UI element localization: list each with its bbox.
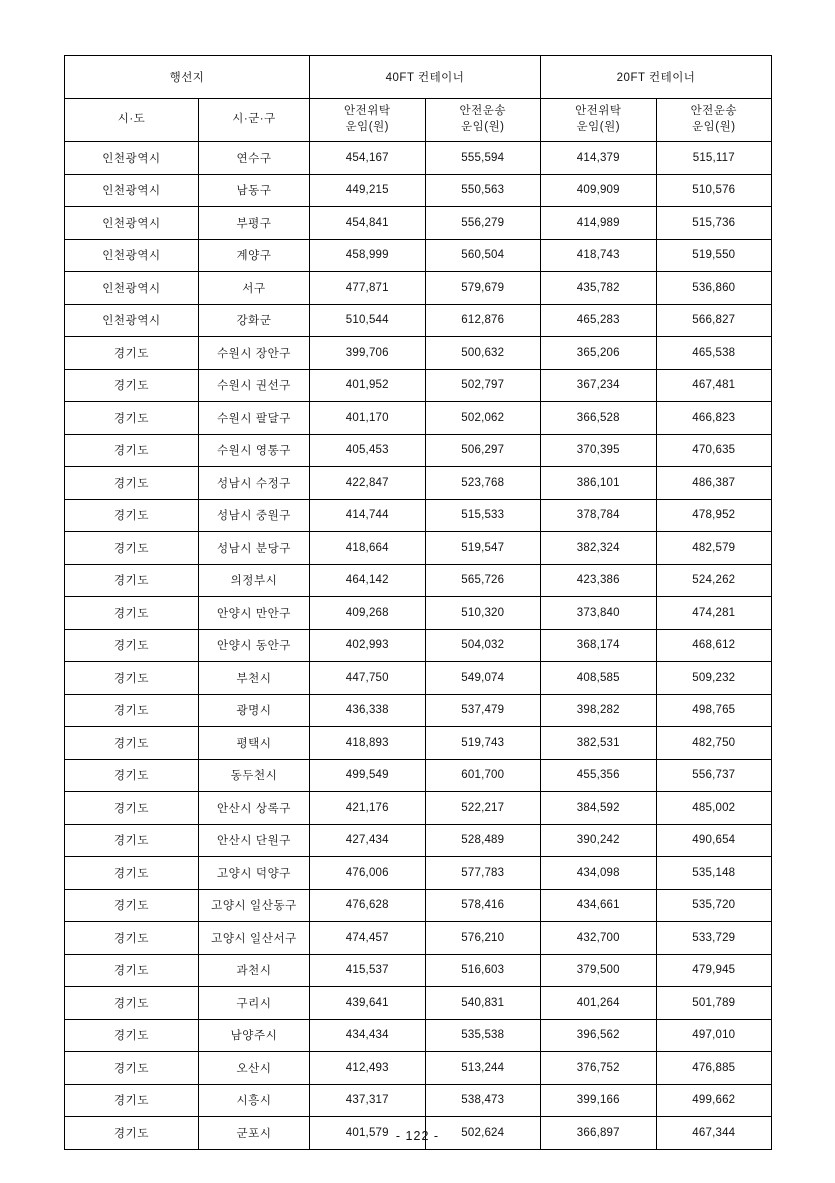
cell-safe-transport-40ft: 538,473 xyxy=(425,1084,541,1117)
cell-sido: 경기도 xyxy=(65,727,199,760)
cell-safe-transport-40ft: 502,624 xyxy=(425,1117,541,1150)
cell-sido: 경기도 xyxy=(65,1117,199,1150)
cell-sigungu: 수원시 권선구 xyxy=(199,369,310,402)
cell-sigungu: 수원시 팔달구 xyxy=(199,402,310,435)
cell-safe-transport-20ft: 478,952 xyxy=(656,499,772,532)
cell-safe-transport-20ft: 467,344 xyxy=(656,1117,772,1150)
cell-sido: 인천광역시 xyxy=(65,304,199,337)
cell-safe-transport-20ft: 515,117 xyxy=(656,142,772,175)
cell-safe-consign-20ft: 384,592 xyxy=(541,792,657,825)
cell-safe-consign-40ft: 405,453 xyxy=(310,434,426,467)
cell-safe-consign-20ft: 373,840 xyxy=(541,597,657,630)
cell-safe-transport-20ft: 498,765 xyxy=(656,694,772,727)
cell-safe-transport-20ft: 497,010 xyxy=(656,1019,772,1052)
cell-safe-consign-40ft: 464,142 xyxy=(310,564,426,597)
cell-safe-consign-40ft: 476,006 xyxy=(310,857,426,890)
cell-safe-consign-40ft: 402,993 xyxy=(310,629,426,662)
cell-safe-consign-40ft: 449,215 xyxy=(310,174,426,207)
cell-safe-transport-20ft: 566,827 xyxy=(656,304,772,337)
cell-sigungu: 동두천시 xyxy=(199,759,310,792)
cell-safe-consign-20ft: 414,989 xyxy=(541,207,657,240)
cell-safe-transport-20ft: 535,148 xyxy=(656,857,772,890)
header-safe-consign-20ft xyxy=(541,99,657,142)
cell-safe-transport-40ft: 576,210 xyxy=(425,922,541,955)
table-row xyxy=(65,662,772,695)
cell-sido: 인천광역시 xyxy=(65,142,199,175)
cell-safe-transport-40ft: 506,297 xyxy=(425,434,541,467)
cell-safe-consign-40ft: 415,537 xyxy=(310,954,426,987)
table-header xyxy=(65,56,772,142)
cell-safe-transport-20ft: 465,538 xyxy=(656,337,772,370)
cell-safe-transport-40ft: 555,594 xyxy=(425,142,541,175)
cell-sigungu: 성남시 분당구 xyxy=(199,532,310,565)
header-safe-transport-20ft-line1: 안전운송 xyxy=(690,105,737,118)
cell-safe-consign-40ft: 474,457 xyxy=(310,922,426,955)
cell-safe-transport-40ft: 540,831 xyxy=(425,987,541,1020)
table-row xyxy=(65,857,772,890)
cell-safe-consign-40ft: 422,847 xyxy=(310,467,426,500)
cell-safe-consign-20ft: 366,897 xyxy=(541,1117,657,1150)
cell-sido: 경기도 xyxy=(65,1052,199,1085)
cell-safe-transport-40ft: 612,876 xyxy=(425,304,541,337)
header-safe-consign-20ft-line1: 안전위탁 xyxy=(575,105,622,118)
cell-sido: 경기도 xyxy=(65,564,199,597)
cell-safe-consign-20ft: 379,500 xyxy=(541,954,657,987)
cell-safe-consign-40ft: 409,268 xyxy=(310,597,426,630)
cell-sigungu: 성남시 중원구 xyxy=(199,499,310,532)
cell-sido: 경기도 xyxy=(65,857,199,890)
cell-safe-transport-20ft: 470,635 xyxy=(656,434,772,467)
cell-sigungu: 수원시 장안구 xyxy=(199,337,310,370)
cell-sigungu: 과천시 xyxy=(199,954,310,987)
cell-sigungu: 고양시 덕양구 xyxy=(199,857,310,890)
cell-safe-consign-40ft: 414,744 xyxy=(310,499,426,532)
cell-safe-transport-20ft: 515,736 xyxy=(656,207,772,240)
cell-safe-consign-20ft: 408,585 xyxy=(541,662,657,695)
cell-safe-consign-20ft: 401,264 xyxy=(541,987,657,1020)
cell-safe-consign-40ft: 439,641 xyxy=(310,987,426,1020)
cell-sigungu: 부천시 xyxy=(199,662,310,695)
table-row xyxy=(65,239,772,272)
cell-safe-transport-20ft: 533,729 xyxy=(656,922,772,955)
header-safe-transport-20ft-line2: 운임(원) xyxy=(692,121,736,133)
header-safe-transport-40ft-line2: 운임(원) xyxy=(461,121,505,133)
cell-safe-consign-20ft: 409,909 xyxy=(541,174,657,207)
cell-sido: 경기도 xyxy=(65,954,199,987)
cell-safe-consign-20ft: 376,752 xyxy=(541,1052,657,1085)
cell-sido: 경기도 xyxy=(65,987,199,1020)
cell-safe-consign-40ft: 412,493 xyxy=(310,1052,426,1085)
cell-safe-transport-40ft: 513,244 xyxy=(425,1052,541,1085)
cell-safe-transport-20ft: 501,789 xyxy=(656,987,772,1020)
cell-safe-transport-40ft: 556,279 xyxy=(425,207,541,240)
cell-safe-transport-20ft: 524,262 xyxy=(656,564,772,597)
cell-sido: 경기도 xyxy=(65,369,199,402)
cell-safe-consign-20ft: 365,206 xyxy=(541,337,657,370)
cell-sigungu: 안산시 단원구 xyxy=(199,824,310,857)
table-row xyxy=(65,142,772,175)
cell-safe-consign-40ft: 499,549 xyxy=(310,759,426,792)
table-row xyxy=(65,402,772,435)
table-row xyxy=(65,759,772,792)
table-row xyxy=(65,434,772,467)
cell-sido: 경기도 xyxy=(65,889,199,922)
table-row xyxy=(65,987,772,1020)
cell-safe-transport-40ft: 500,632 xyxy=(425,337,541,370)
table-header-row-sub xyxy=(65,99,772,142)
table-row xyxy=(65,564,772,597)
cell-safe-consign-20ft: 455,356 xyxy=(541,759,657,792)
cell-safe-consign-40ft: 510,544 xyxy=(310,304,426,337)
header-safe-transport-20ft xyxy=(656,99,772,142)
cell-safe-consign-20ft: 390,242 xyxy=(541,824,657,857)
table-row xyxy=(65,694,772,727)
cell-safe-consign-20ft: 382,531 xyxy=(541,727,657,760)
cell-safe-transport-20ft: 499,662 xyxy=(656,1084,772,1117)
cell-sido: 경기도 xyxy=(65,922,199,955)
table-row xyxy=(65,727,772,760)
cell-safe-consign-20ft: 368,174 xyxy=(541,629,657,662)
cell-sido: 경기도 xyxy=(65,759,199,792)
table-row xyxy=(65,629,772,662)
cell-safe-consign-40ft: 454,841 xyxy=(310,207,426,240)
cell-sigungu: 고양시 일산서구 xyxy=(199,922,310,955)
cell-sido: 인천광역시 xyxy=(65,207,199,240)
header-container-40ft: 40FT 컨테이너 xyxy=(310,56,541,99)
cell-sido: 경기도 xyxy=(65,499,199,532)
cell-sigungu: 남양주시 xyxy=(199,1019,310,1052)
cell-safe-transport-20ft: 536,860 xyxy=(656,272,772,305)
cell-safe-consign-20ft: 370,395 xyxy=(541,434,657,467)
cell-safe-transport-40ft: 528,489 xyxy=(425,824,541,857)
cell-sigungu: 시흥시 xyxy=(199,1084,310,1117)
cell-safe-transport-40ft: 502,062 xyxy=(425,402,541,435)
cell-sido: 경기도 xyxy=(65,792,199,825)
cell-safe-transport-20ft: 468,612 xyxy=(656,629,772,662)
cell-sigungu: 구리시 xyxy=(199,987,310,1020)
cell-safe-consign-20ft: 414,379 xyxy=(541,142,657,175)
cell-safe-consign-40ft: 434,434 xyxy=(310,1019,426,1052)
cell-safe-transport-40ft: 519,743 xyxy=(425,727,541,760)
cell-safe-consign-20ft: 423,386 xyxy=(541,564,657,597)
cell-safe-transport-40ft: 502,797 xyxy=(425,369,541,402)
cell-sido: 인천광역시 xyxy=(65,272,199,305)
table-row xyxy=(65,467,772,500)
cell-sido: 경기도 xyxy=(65,467,199,500)
table-body xyxy=(65,142,772,1150)
freight-rate-table xyxy=(64,55,772,1150)
cell-safe-consign-20ft: 398,282 xyxy=(541,694,657,727)
cell-safe-transport-40ft: 549,074 xyxy=(425,662,541,695)
table-row xyxy=(65,337,772,370)
cell-safe-consign-20ft: 435,782 xyxy=(541,272,657,305)
cell-safe-consign-40ft: 427,434 xyxy=(310,824,426,857)
cell-safe-transport-40ft: 579,679 xyxy=(425,272,541,305)
cell-safe-consign-40ft: 458,999 xyxy=(310,239,426,272)
cell-sigungu: 수원시 영통구 xyxy=(199,434,310,467)
cell-sigungu: 연수구 xyxy=(199,142,310,175)
header-safe-consign-40ft-line2: 운임(원) xyxy=(345,121,390,133)
table-row xyxy=(65,207,772,240)
cell-sido: 경기도 xyxy=(65,597,199,630)
table-header-row-top xyxy=(65,56,772,99)
cell-safe-transport-20ft: 486,387 xyxy=(656,467,772,500)
cell-safe-consign-20ft: 378,784 xyxy=(541,499,657,532)
table-row xyxy=(65,304,772,337)
cell-safe-consign-40ft: 418,893 xyxy=(310,727,426,760)
cell-safe-transport-20ft: 476,885 xyxy=(656,1052,772,1085)
header-safe-transport-40ft xyxy=(425,99,541,142)
table-row xyxy=(65,369,772,402)
cell-safe-consign-20ft: 434,661 xyxy=(541,889,657,922)
cell-safe-consign-40ft: 476,628 xyxy=(310,889,426,922)
cell-sido: 경기도 xyxy=(65,402,199,435)
cell-safe-consign-40ft: 418,664 xyxy=(310,532,426,565)
cell-safe-transport-20ft: 482,750 xyxy=(656,727,772,760)
cell-safe-transport-20ft: 510,576 xyxy=(656,174,772,207)
cell-sigungu: 부평구 xyxy=(199,207,310,240)
cell-safe-transport-20ft: 535,720 xyxy=(656,889,772,922)
cell-safe-consign-40ft: 477,871 xyxy=(310,272,426,305)
cell-safe-transport-40ft: 519,547 xyxy=(425,532,541,565)
cell-safe-transport-20ft: 485,002 xyxy=(656,792,772,825)
cell-sigungu: 안양시 동안구 xyxy=(199,629,310,662)
cell-safe-transport-40ft: 535,538 xyxy=(425,1019,541,1052)
cell-safe-transport-20ft: 479,945 xyxy=(656,954,772,987)
header-safe-consign-40ft-line1: 안전위탁 xyxy=(344,105,391,118)
table-row xyxy=(65,532,772,565)
cell-safe-consign-40ft: 447,750 xyxy=(310,662,426,695)
cell-sigungu: 안산시 상록구 xyxy=(199,792,310,825)
cell-sido: 경기도 xyxy=(65,824,199,857)
cell-safe-transport-40ft: 537,479 xyxy=(425,694,541,727)
header-container-20ft: 20FT 컨테이너 xyxy=(541,56,772,99)
cell-safe-consign-20ft: 399,166 xyxy=(541,1084,657,1117)
cell-sigungu: 광명시 xyxy=(199,694,310,727)
cell-sigungu: 평택시 xyxy=(199,727,310,760)
cell-safe-transport-40ft: 504,032 xyxy=(425,629,541,662)
cell-sido: 경기도 xyxy=(65,629,199,662)
cell-safe-consign-20ft: 432,700 xyxy=(541,922,657,955)
cell-safe-consign-20ft: 386,101 xyxy=(541,467,657,500)
cell-safe-consign-20ft: 396,562 xyxy=(541,1019,657,1052)
header-sido: 시·도 xyxy=(65,99,199,142)
cell-safe-transport-40ft: 601,700 xyxy=(425,759,541,792)
cell-safe-transport-40ft: 522,217 xyxy=(425,792,541,825)
cell-safe-transport-40ft: 577,783 xyxy=(425,857,541,890)
cell-safe-transport-20ft: 519,550 xyxy=(656,239,772,272)
cell-safe-transport-40ft: 515,533 xyxy=(425,499,541,532)
header-safe-consign-20ft-line2: 운임(원) xyxy=(576,121,621,133)
cell-safe-transport-40ft: 560,504 xyxy=(425,239,541,272)
table-row xyxy=(65,922,772,955)
table-row xyxy=(65,1052,772,1085)
cell-safe-transport-40ft: 516,603 xyxy=(425,954,541,987)
cell-sido: 인천광역시 xyxy=(65,239,199,272)
cell-safe-transport-40ft: 578,416 xyxy=(425,889,541,922)
cell-safe-transport-20ft: 474,281 xyxy=(656,597,772,630)
cell-sigungu: 남동구 xyxy=(199,174,310,207)
cell-safe-transport-20ft: 509,232 xyxy=(656,662,772,695)
cell-sido: 인천광역시 xyxy=(65,174,199,207)
cell-sido: 경기도 xyxy=(65,532,199,565)
cell-sigungu: 계양구 xyxy=(199,239,310,272)
cell-safe-consign-40ft: 436,338 xyxy=(310,694,426,727)
cell-sido: 경기도 xyxy=(65,662,199,695)
cell-safe-transport-20ft: 482,579 xyxy=(656,532,772,565)
table-row xyxy=(65,792,772,825)
header-destination: 행선지 xyxy=(65,56,310,99)
cell-sido: 경기도 xyxy=(65,337,199,370)
table-row xyxy=(65,824,772,857)
table-row xyxy=(65,174,772,207)
cell-safe-consign-40ft: 401,952 xyxy=(310,369,426,402)
cell-sigungu: 강화군 xyxy=(199,304,310,337)
header-sigungu: 시·군·구 xyxy=(199,99,310,142)
cell-safe-consign-40ft: 399,706 xyxy=(310,337,426,370)
cell-sigungu: 성남시 수정구 xyxy=(199,467,310,500)
cell-safe-transport-20ft: 556,737 xyxy=(656,759,772,792)
cell-safe-consign-20ft: 418,743 xyxy=(541,239,657,272)
table-row xyxy=(65,597,772,630)
header-safe-transport-40ft-line1: 안전운송 xyxy=(459,105,506,118)
cell-safe-transport-40ft: 565,726 xyxy=(425,564,541,597)
cell-safe-consign-40ft: 437,317 xyxy=(310,1084,426,1117)
cell-safe-consign-40ft: 401,170 xyxy=(310,402,426,435)
table-row xyxy=(65,889,772,922)
table-row xyxy=(65,499,772,532)
table-row xyxy=(65,272,772,305)
cell-sigungu: 서구 xyxy=(199,272,310,305)
table-row xyxy=(65,1019,772,1052)
cell-safe-transport-20ft: 490,654 xyxy=(656,824,772,857)
cell-safe-consign-20ft: 367,234 xyxy=(541,369,657,402)
cell-sido: 경기도 xyxy=(65,694,199,727)
cell-safe-transport-40ft: 523,768 xyxy=(425,467,541,500)
table-row xyxy=(65,954,772,987)
cell-sigungu: 오산시 xyxy=(199,1052,310,1085)
cell-sigungu: 안양시 만안구 xyxy=(199,597,310,630)
cell-safe-transport-40ft: 510,320 xyxy=(425,597,541,630)
cell-safe-consign-20ft: 434,098 xyxy=(541,857,657,890)
cell-sigungu: 의정부시 xyxy=(199,564,310,597)
cell-sido: 경기도 xyxy=(65,1084,199,1117)
cell-safe-transport-40ft: 550,563 xyxy=(425,174,541,207)
cell-safe-consign-20ft: 382,324 xyxy=(541,532,657,565)
cell-sigungu: 군포시 xyxy=(199,1117,310,1150)
cell-safe-transport-20ft: 467,481 xyxy=(656,369,772,402)
cell-safe-consign-20ft: 465,283 xyxy=(541,304,657,337)
page-number: - 122 - xyxy=(395,1129,440,1143)
cell-safe-consign-40ft: 421,176 xyxy=(310,792,426,825)
header-safe-consign-40ft xyxy=(310,99,426,142)
cell-sido: 경기도 xyxy=(65,434,199,467)
cell-safe-consign-40ft: 454,167 xyxy=(310,142,426,175)
cell-sigungu: 고양시 일산동구 xyxy=(199,889,310,922)
cell-safe-consign-40ft: 401,579 xyxy=(310,1117,426,1150)
cell-safe-consign-20ft: 366,528 xyxy=(541,402,657,435)
cell-sido: 경기도 xyxy=(65,1019,199,1052)
cell-safe-transport-20ft: 466,823 xyxy=(656,402,772,435)
table-row xyxy=(65,1084,772,1117)
